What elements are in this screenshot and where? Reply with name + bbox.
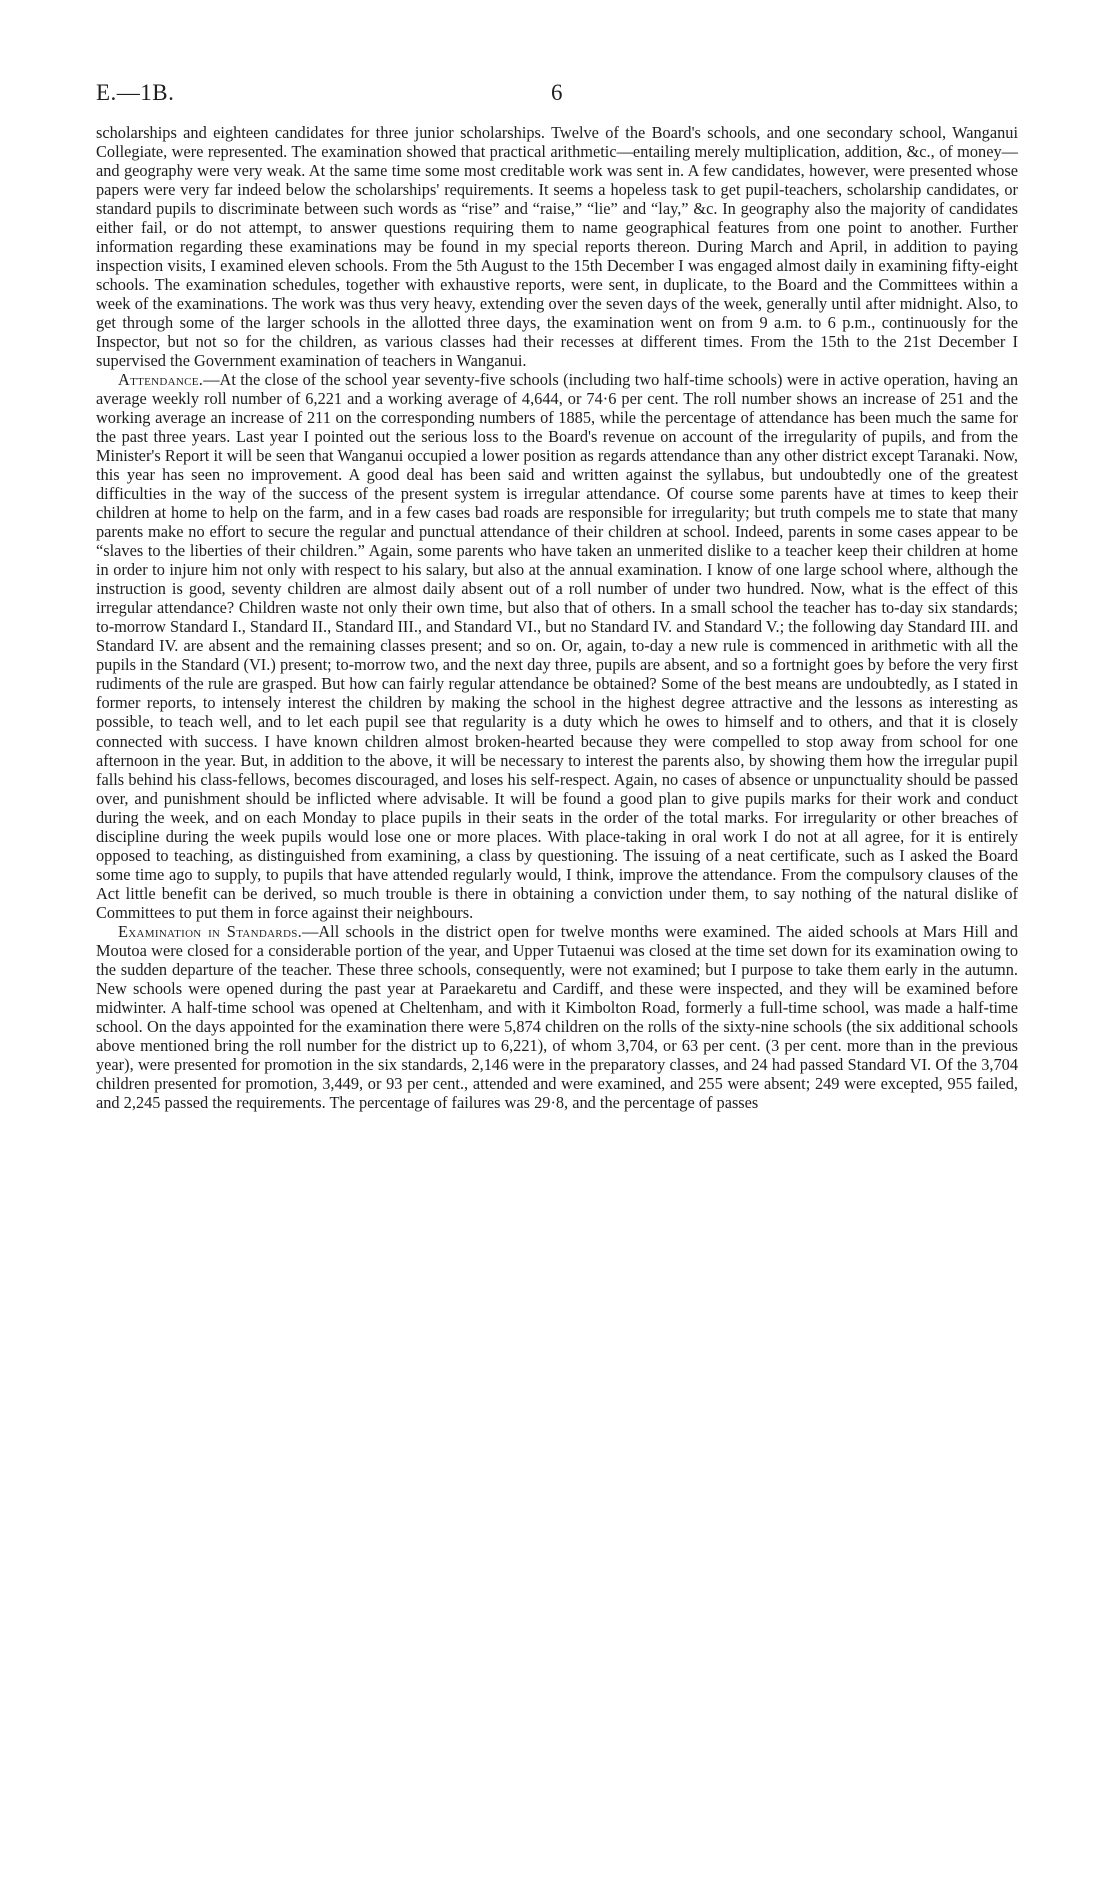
paragraph-text: —At the close of the school year seventy-five schools (including two half-time schools) were in active operation, having an average weekly roll number of 6,221 and a working average of 4,644, or 74·6 per cent. The roll number shows an increase of 251 and the working average an increase of 211 on the corresponding numbers of 1885, while the percentage of attendance has been much the same for the past three years. Last year I pointed out the serious loss to the Board's revenue on account of the irregularity of pupils, and from the Minister's Report it will be seen that Wanganui occupied a lower position as regards attendance than any other district except Taranaki. Now, this year has seen no improvement. A good deal has been said and written against the syllabus, but undoubtedly one of the greatest difficulties in the way of the success of the present system is irregular attendance. Of course some parents have at times to keep their children at home to help on the farm, and in a few cases bad roads are responsible for irregularity; but truth compels me to state that many parents make no effort to secure the regular and punctual attendance of their children at school. Indeed, parents in some cases appear to be “slaves to the liberties of their children.” Again, some parents who have taken an unmerited dislike to a teacher keep their children at home in order to injure him not only with respect to his salary, but also at the annual examination. I know of one large school where, although the instruction is good, seventy children are almost daily absent out of a roll number of under two hundred. Now, what is the effect of this irregular attendance? Children waste not only their own time, but also that of others. In a small school the teacher has to-day six standards; to-morrow Standard I., Standard II., Standard III., and Standard VI., but no Standard IV. and Standard V.; the following day Standard III. and Standard IV. are absent and the remaining classes present; and so on. Or, again, to-day a new rule is commenced in arithmetic with all the pupils in the Standard (VI.) present; to-morrow two, and the next day three, pupils are absent, and so a fortnight goes by before the very first rudiments of the rule are grasped. But how can fairly regular attendance be obtained? Some of the best means are undoubtedly, as I stated in former reports, to intensely interest the children by making the school in the highest degree attractive and the lessons as interesting as possible, to teach well, and to let each pupil see that regularity is a duty which he owes to himself and to others, and that it is closely connected with success. I have known children almost broken-hearted because they were compelled to stop away from school for one afternoon in the year. But, in addition to the above, it will be necessary to interest the parents also, by showing them how the irregular pupil falls behind his class-fellows, becomes discouraged, and loses his self-respect. Again, no cases of absence or unpunctuality should be passed over, and punishment should be inflicted where advisable. It will be found a good plan to give pupils marks for their work and conduct during the week, and on each Monday to place pupils in their seats in the order of the total marks. For irregularity or other breaches of discipline during the week pupils would lose one or more places. With place-taking in oral work I do not at all agree, for it is entirely opposed to teaching, as distinguished from examining, a class by questioning. The issuing of a neat certificate, such as I asked the Board some time ago to supply, to pupils that have attended regularly would, I think, improve the attendance. From the compulsory clauses of the Act little benefit can be derived, so much trouble is there in obtaining a conviction under them, to say nothing of the natural dislike of Committees to put them in force against their neighbours. <box>96 370 1018 922</box>
paragraph-text: —All schools in the district open for twelve months were examined. The aided schools at Mars Hill and Moutoa were closed for a considerable portion of the year, and Upper Tutaenui was closed at the time set down for its examination owing to the sudden departure of the teacher. These three schools, consequently, were not examined; but I purpose to take them early in the autumn. New schools were opened during the past year at Paraekaretu and Cardiff, and these were inspected, and they will be examined before midwinter. A half-time school was opened at Cheltenham, and with it Kimbolton Road, formerly a full-time school, was made a half-time school. On the days appointed for the examination there were 5,874 children on the rolls of the sixty-nine schools (the six additional schools above mentioned bring the roll number for the district up to 6,221), of whom 3,704, or 63 per cent. (3 per cent. more than in the previous year), were presented for promotion in the six standards, 2,146 were in the preparatory classes, and 24 had passed Standard VI. Of the 3,704 children presented for promotion, 3,449, or 93 per cent., attended and were examined, and 255 were absent; 249 were excepted, 955 failed, and 2,245 passed the requirements. The percentage of failures was 29·8, and the percentage of passes <box>96 921 1018 1112</box>
section-heading-examination: Examination in Standards. <box>118 921 302 941</box>
page-header <box>96 80 1018 110</box>
paragraph-scholarships <box>96 123 1018 370</box>
report-body <box>96 123 1018 1112</box>
paragraph-attendance <box>96 370 1018 921</box>
paragraph-text: scholarships and eighteen candidates for three junior scholarships. Twelve of the Board's schools, and one secondary school, Wanganui Collegiate, were represented. The examination showed that practical arithmetic—entailing merely multiplication, addition, &c., of money—and geography were very weak. At the same time some most creditable work was sent in. A few candidates, however, were presented whose papers were very far indeed below the scholarships' requirements. It seems a hopeless task to get pupil-teachers, scholarship candidates, or standard pupils to discriminate between such words as “rise” and “raise,” “lie” and “lay,” &c. In geography also the majority of candidates either fail, or do not attempt, to answer questions requiring them to name geographical features from one point to another. Further information regarding these examinations may be found in my special reports thereon. During March and April, in addition to paying inspection visits, I examined eleven schools. From the 5th August to the 15th December I was engaged almost daily in examining fifty-eight schools. The examination schedules, together with exhaustive reports, were sent, in duplicate, to the Board and the Committees within a week of the examinations. The work was thus very heavy, extending over the seven days of the week, generally until after midnight. Also, to get through some of the larger schools in the allotted three days, the examination went on from 9 a.m. to 6 p.m., continuously for the Inspector, but not so for the children, as various classes had their recesses at different times. From the 15th to the 21st December I supervised the Government examination of teachers in Wanganui. <box>96 123 1018 371</box>
section-heading-attendance: Attendance. <box>118 370 204 390</box>
document-reference: E.—1B. <box>96 80 175 105</box>
page-number: 6 <box>551 80 563 105</box>
paragraph-examination-in-standards <box>96 922 1018 1112</box>
